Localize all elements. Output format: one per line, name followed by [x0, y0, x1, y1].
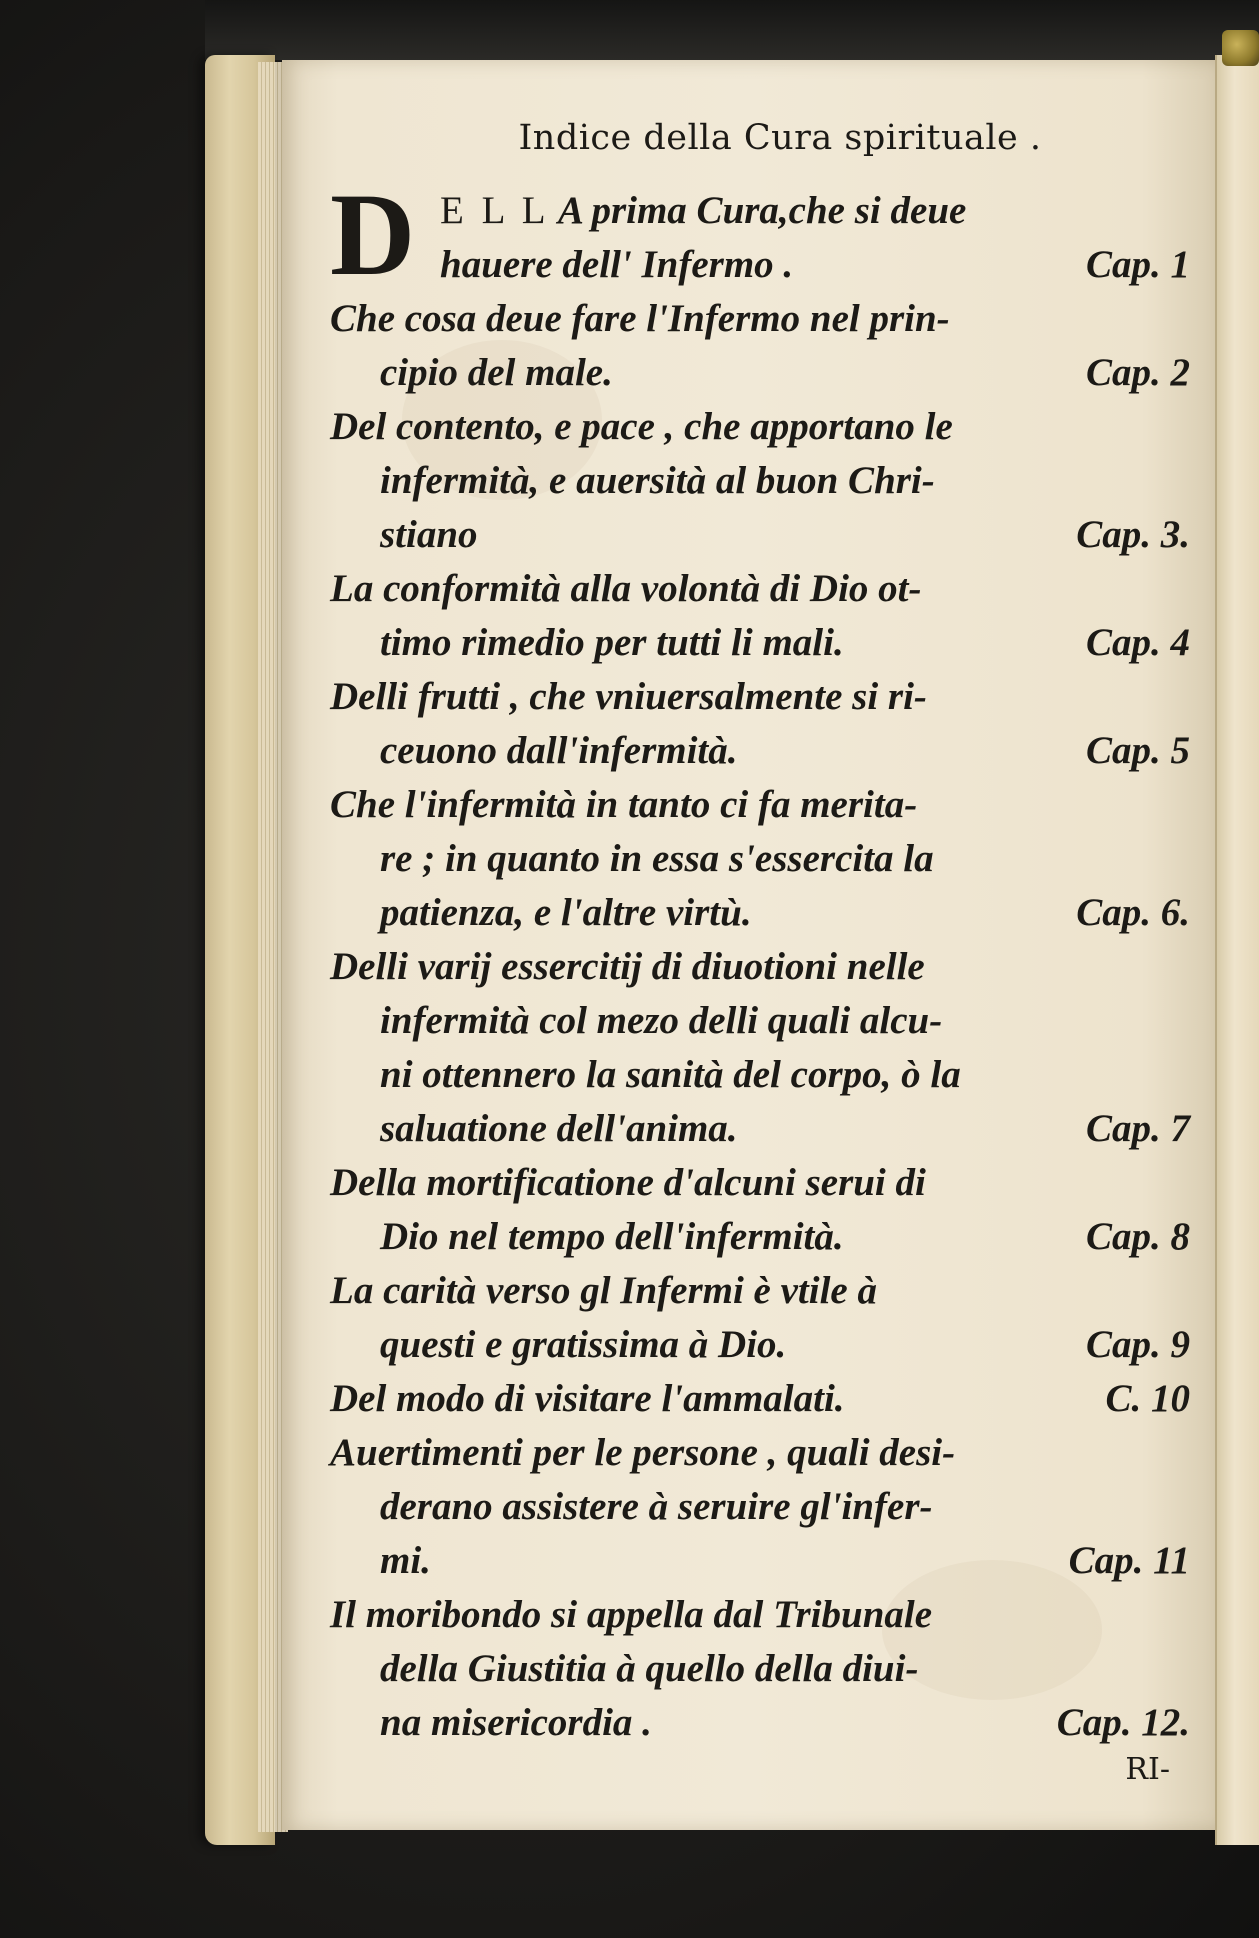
toc-line [440, 184, 1190, 238]
page-header: Indice della Cura spirituale . [518, 118, 1042, 158]
toc-line [330, 1318, 1190, 1372]
chapter-ref: Cap. 2 [1085, 351, 1190, 394]
toc-entry [330, 1156, 1190, 1264]
toc-line [330, 1588, 1190, 1642]
toc-line [440, 238, 1190, 292]
toc-line [330, 400, 1190, 454]
background-shadow [205, 0, 1259, 60]
ribbon-marker [1222, 30, 1259, 66]
toc-line-text: ceuono dall'infermità. [380, 729, 738, 772]
toc-line [330, 1696, 1190, 1750]
toc-line-text: hauere dell' Infermo . [440, 243, 794, 286]
chapter-ref: Cap. 3. [1076, 513, 1190, 556]
chapter-ref: Cap. 12. [1056, 1701, 1190, 1744]
toc-line [330, 1102, 1190, 1156]
toc-line [330, 1642, 1190, 1696]
toc-line-text: mi. [380, 1539, 431, 1582]
toc-line [330, 1048, 1190, 1102]
toc-line-text: La carità verso gl Infermi è vtile à [330, 1269, 877, 1312]
toc-line-text: Auertimenti per le persone , quali desi- [330, 1431, 956, 1474]
toc-line-text: Delli frutti , che vniuersalmente si ri- [330, 675, 927, 718]
toc-line [330, 1534, 1190, 1588]
toc-line [330, 346, 1190, 400]
toc-entry [330, 562, 1190, 670]
toc-line-text: Che cosa deue fare l'Infermo nel prin- [330, 297, 950, 340]
toc-line [330, 616, 1190, 670]
toc-line [330, 292, 1190, 346]
toc-line [330, 670, 1190, 724]
toc-line [330, 940, 1190, 994]
toc-line-text: patienza, e l'altre virtù. [380, 891, 752, 934]
toc-line-text: Del contento, e pace , che apportano le [330, 405, 953, 448]
toc-entry [330, 400, 1190, 562]
toc-line-text: saluatione dell'anima. [380, 1107, 738, 1150]
toc-line [330, 1156, 1190, 1210]
toc-line-text: timo rimedio per tutti li mali. [380, 621, 844, 664]
toc-line-text: re ; in quanto in essa s'essercita la [380, 837, 934, 880]
chapter-ref: Cap. 8 [1085, 1215, 1190, 1258]
toc-line-text: infermità col mezo delli quali alcu- [380, 999, 943, 1042]
chapter-ref: Cap. 4 [1085, 621, 1190, 664]
toc-entry [330, 670, 1190, 778]
toc-line-text: ni ottennero la sanità del corpo, ò la [380, 1053, 961, 1096]
toc-line-text: infermità, e auersità al buon Chri- [380, 459, 935, 502]
chapter-ref: Cap. 7 [1085, 1107, 1190, 1150]
toc-line [330, 1480, 1190, 1534]
toc-line-text: Delli varij essercitij di diuotioni nelle [330, 945, 925, 988]
toc-entry [330, 940, 1190, 1156]
toc-line [330, 1264, 1190, 1318]
toc-line-text: Del modo di visitare l'ammalati. [330, 1377, 845, 1420]
chapter-ref: Cap. 1 [1085, 243, 1190, 286]
toc-entry [330, 1588, 1190, 1750]
toc-line [330, 886, 1190, 940]
index-text [330, 110, 1190, 1787]
toc-entry [330, 169, 1190, 300]
toc-line-text: Della mortificatione d'alcuni serui di [330, 1161, 926, 1204]
toc-entry [330, 292, 1190, 400]
toc-line [330, 562, 1190, 616]
toc-entry [330, 1372, 1190, 1426]
chapter-ref: C. 10 [1105, 1377, 1190, 1420]
toc-line-text: questi e gratissima à Dio. [380, 1323, 787, 1366]
toc-entry [330, 778, 1190, 940]
chapter-ref: Cap. 9 [1085, 1323, 1190, 1366]
toc-line-text: Dio nel tempo dell'infermità. [380, 1215, 844, 1258]
toc-line-text: della Giustitia à quello della diui- [380, 1647, 919, 1690]
toc-line-text: La conformità alla volontà di Dio ot- [330, 567, 922, 610]
toc-line [330, 832, 1190, 886]
toc-line-text: stiano [380, 513, 478, 556]
toc-line-text: A prima Cura,che si deue [557, 189, 967, 232]
catchword: RI- [1125, 1752, 1170, 1787]
toc-line-text: Che l'infermità in tanto ci fa merita- [330, 783, 918, 826]
toc-line-text: Il moribondo si appella dal Tribunale [330, 1593, 933, 1636]
small-caps-text: E L L [440, 189, 550, 232]
toc-line-text: na misericordia . [380, 1701, 652, 1744]
toc-entry [330, 1426, 1190, 1588]
chapter-ref: Cap. 5 [1085, 729, 1190, 772]
toc-line [330, 1426, 1190, 1480]
table-of-contents [330, 169, 1190, 1750]
drop-cap: D [330, 169, 416, 300]
toc-line-text: derano assistere à seruire gl'infer- [380, 1485, 933, 1528]
facing-page-edge [1215, 55, 1259, 1845]
toc-line [330, 778, 1190, 832]
toc-line [330, 724, 1190, 778]
toc-line [330, 454, 1190, 508]
toc-entries [330, 292, 1190, 1750]
toc-line-text: cipio del male. [380, 351, 613, 394]
toc-line [330, 508, 1190, 562]
toc-line [330, 994, 1190, 1048]
toc-line [330, 1372, 1190, 1426]
chapter-ref: Cap. 11 [1068, 1539, 1190, 1582]
chapter-ref: Cap. 6. [1076, 891, 1190, 934]
toc-entry [330, 1264, 1190, 1372]
toc-line [330, 1210, 1190, 1264]
